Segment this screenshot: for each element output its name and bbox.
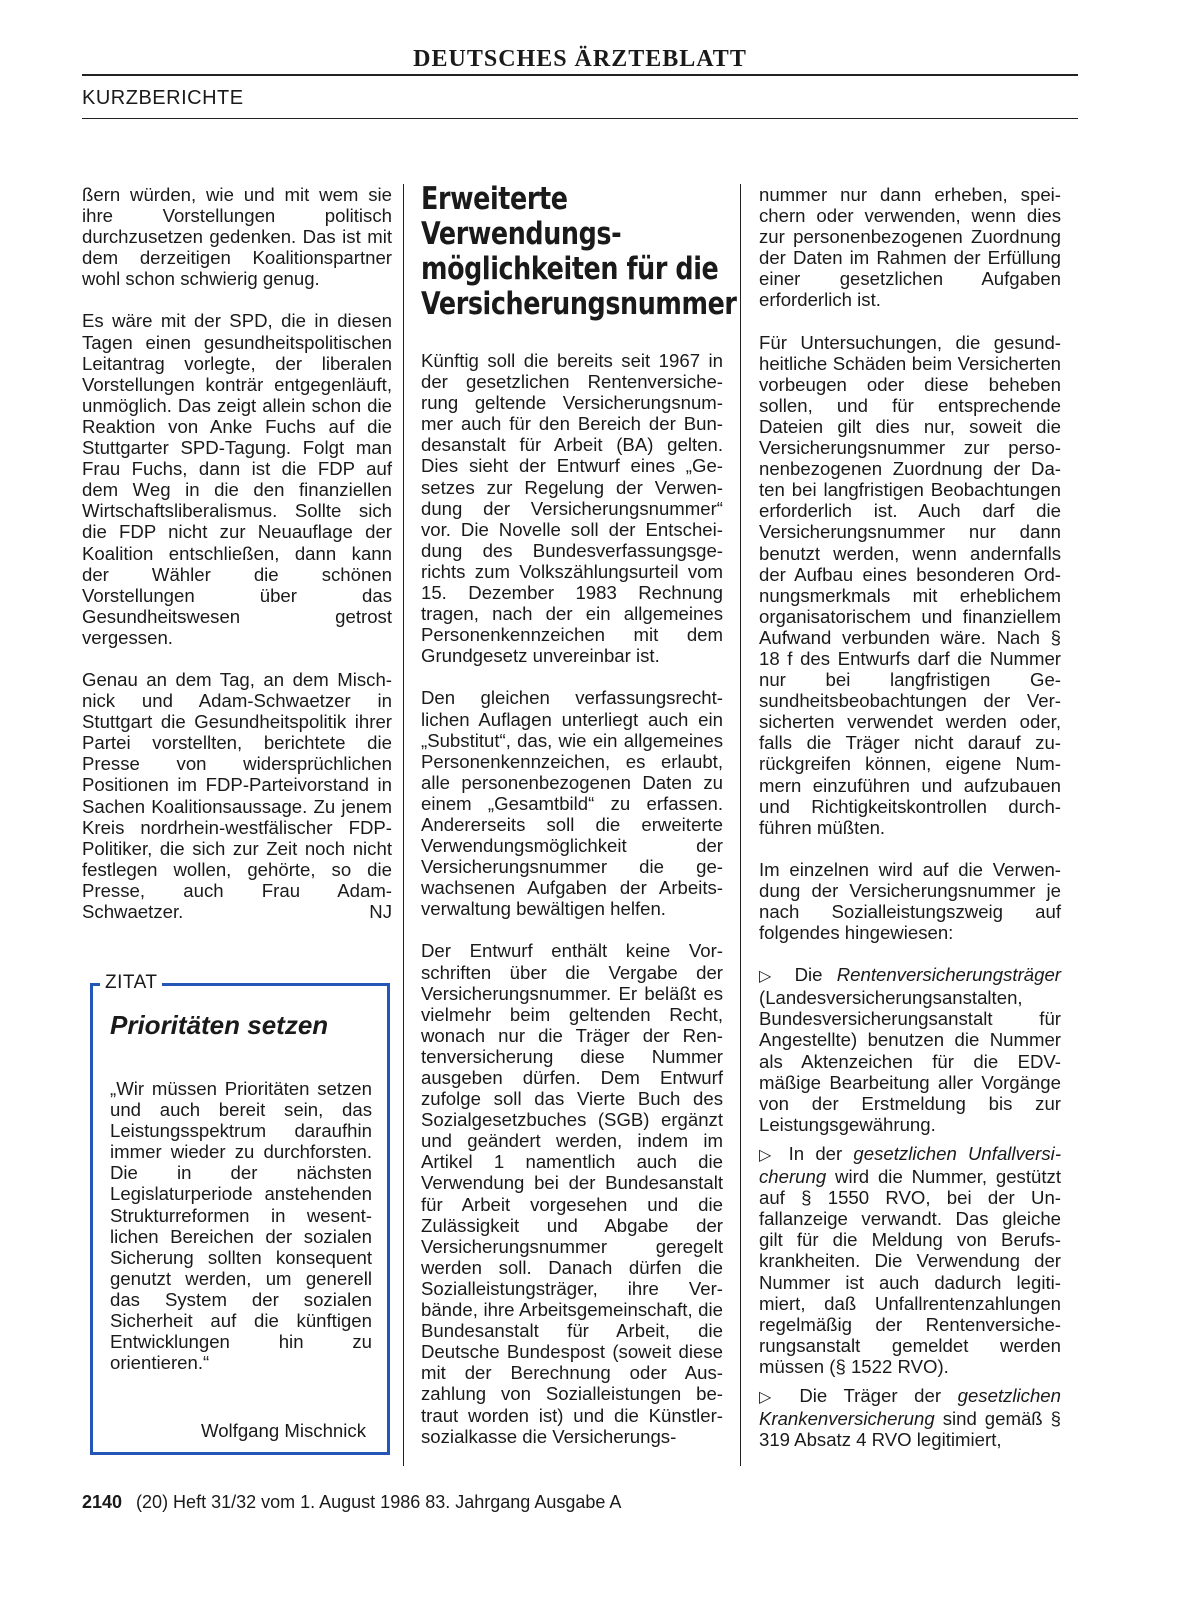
masthead: DEUTSCHES ÄRZTEBLATT [413,46,747,72]
bullet-item-1 [759,964,1061,1135]
author-initials: NJ [369,901,392,922]
triangle-bullet-icon: ▷ [759,968,781,986]
bullet-3-emphasis: gesetzlichen Krankenversicherung [759,1384,1061,1430]
quote-author: Wolfgang Mischnick [200,1420,366,1441]
col3-paragraph-3: Im einzelnen wird auf die Verwendung der Versicherungsnummer je nach Sozialleistungszweig auf folgendes hingewiesen: [759,858,1061,944]
bullet-2-emphasis: gesetzlichen Unfallversicherung [759,1142,1062,1188]
article-headline: Erweiterte Verwendungsmöglichkeiten für die Versicherungsnummer [421,181,737,322]
page-footer [82,1491,621,1513]
column-2 [421,350,723,1468]
col3-paragraph-1: nummer nur dann erheben, speichern oder verwenden, wenn dies zur personenbezogenen Zuordnung der Daten im Rahmen der Erfüllung einer gesetzlichen Aufgaben erforderlich ist. [759,184,1061,311]
quote-title: Prioritäten setzen [110,1010,329,1040]
bullet-item-3 [759,1385,1061,1450]
triangle-bullet-icon: ▷ [759,1146,778,1164]
col2-paragraph-3: Der Entwurf enthält keine Vorschriften über die Vergabe der Versicherungsnummer. Er beläßt es vielmehr beim geltenden Recht, wonach nur die Träger der Rentenversicherung diese Nummer ausgeben dürfen. Dem Entwurf zufolge soll das Vierte Buch des Sozialgesetzbuches (SGB) ergänzt und geändert werden, indem im Artikel 1 namentlich auch die Verwendung bei der Bundesanstalt für Arbeit vorgesehen und die Zulässigkeit und Abgabe der Versicherungsnummer geregelt werden soll. Danach dürfen die Sozialleistungsträger, ihre Verbände, ihre Arbeitsgemeinschaft, die Bundesanstalt für Arbeit, die Deutsche Bundespost (soweit diese mit der Berechnung oder Auszahlung von Sozialleistungen betraut worden ist) und die Künstlersozialkasse die Versicherungs- [421,940,723,1447]
col3-paragraph-2: Für Untersuchungen, die gesundheitliche Schäden beim Versicherten vorbeugen oder diese beheben sollen, und für entsprechende Dateien gilt dies nur, soweit die Versicherungsnummer zur personenbezogenen Zuordnung der Daten bei langfristigen Beobachtungen erforderlich ist. Auch darf die Versicherungsnummer nur dann benutzt werden, wenn andernfalls der Aufbau eines besonderen Ordnungsmerkmals mit erheblichem organisatorischem und finanziellem Aufwand verbunden wäre. Nach § 18 f des Entwurfs darf die Nummer nur bei langfristigen Gesundheitsbeobachtungen der Versicherten verwendet werden oder, falls die Träger nicht darauf zurückgreifen können, eigene Nummern einzuführen und aufzubauen und Richtigkeitskontrollen durchführen müßten. [759,331,1061,838]
column-divider-1 [403,184,404,1466]
bullet-1-emphasis: Rentenversicherungsträger [836,964,1061,986]
issue-info: (20) Heft 31/32 vom 1. August 1986 83. Jahrgang Ausgabe A [136,1492,622,1512]
bullet-2-post: wird die Nummer, gestützt auf § 1550 RVO, bei der Unfallanzeige verwandt. Das gleiche gilt für die Meldung von Berufskrankheiten. Die Verwendung der Nummer ist auch dadurch legitimiert, daß Unfallrentenzahlungen regelmäßig der Rentenversicherungsanstalt gemeldet werden müssen (§ 1522 RVO). [759,1166,1061,1377]
bullet-2-pre: In der [788,1142,854,1164]
page-number: 2140 [82,1492,123,1512]
col2-paragraph-1: Künftig soll die bereits seit 1967 in der gesetzlichen Rentenversicherung geltende Versicherungsnummer auch für den Bereich der Bundesanstalt für Arbeit (BA) gelten. Dies sieht der Entwurf eines „Gesetzes zur Regelung der Verwendung der Versicherungsnummer“ vor. Die Novelle soll der Entscheidung des Bundesverfassungsgerichts zum Volkszählungsurteil vom 15. Dezember 1983 Rechnung tragen, nach der ein allgemeines Personenkennzeichen mit dem Grundgesetz unvereinbar ist. [421,350,723,667]
bullet-1-post: (Landesversicherungsanstalten, Bundesversicherungsanstalt für Angestellte) benutzen die Nummer als Aktenzeichen für die EDV-mäßige Bearbeitung aller Vorgänge von der Erstmeldung bis zur Leistungsgewährung. [759,987,1061,1135]
bullet-3-pre: Die Träger der [799,1384,958,1406]
section-rule [82,118,1078,119]
bullet-1-pre: Die [794,964,837,986]
quote-label: ZITAT [100,971,162,995]
bullet-item-2 [759,1143,1061,1377]
triangle-bullet-icon: ▷ [759,1388,783,1406]
col2-paragraph-2: Den gleichen verfassungsrechtlichen Auflagen unterliegt auch ein „Substitut“, das, wie ein allgemeines Personenkennzeichen, es erlaubt, alle personenbezogenen Daten zu einem „Gesamtbild“ zu erfassen. Andererseits soll die erweiterte Verwendungsmöglichkeit der Versicherungsnummer die gewachsenen Aufgaben der Arbeitsverwaltung bewältigen helfen. [421,687,723,920]
col1-paragraph-2: Es wäre mit der SPD, die in diesen Tagen einen gesundheitspolitischen Leitantrag vorlegte, der liberalen Vorstellungen konträr entgegenläuft, unmöglich. Das zeigt allein schon die Reaktion von Anke Fuchs auf die Stuttgarter SPD-Tagung. Folgt man Frau Fuchs, dann ist die FDP auf dem Weg in die den finanziellen Wirtschaftsliberalismus. Sollte sich die FDP nicht zur Neuauflage der Koalition entschließen, dann kann der Wähler die schönen Vorstellungen über das Gesundheitswesen getrost vergessen. [82,310,392,648]
bullet-3-post: sind gemäß § 319 Absatz 4 RVO legitimiert, [759,1408,1061,1451]
col1-paragraph-3 [82,669,392,922]
col1-paragraph-1: ßern würden, wie und mit wem sie ihre Vorstellungen politisch durchzusetzen gedenken. Das ist mit dem derzeitigen Koalitionspartner wohl schon schwierig genug. [82,184,392,290]
section-title: KURZBERICHTE [82,87,244,109]
header-rule [82,74,1078,76]
column-1 [82,184,392,943]
column-divider-2 [740,184,741,1466]
col1-paragraph-3-text: Genau an dem Tag, an dem Mischnick und Adam-Schwaetzer in Stuttgart die Gesundheitspolitik ihrer Partei vorstellten, berichtete die Presse von widersprüchlichen Positionen im FDP-Parteivorstand in Sachen Koalitionsaussage. Zu jenem Kreis nordrhein-westfälischer FDP-Politiker, die sich zur Zeit noch nicht festlegen wollen, gehörte, so die Presse, auch Frau Adam-Schwaetzer. [82,668,392,922]
column-3 [759,184,1061,1458]
quote-text: „Wir müssen Prioritäten setzen und auch bereit sein, das Leistungsspektrum daraufhin immer wieder zu durchforsten. Die in der nächsten Legislaturperiode anstehenden Strukturreformen in wesentlichen Bereichen der sozialen Sicherung sollten konsequent genutzt werden, um generell das System der sozialen Sicherheit auf die künftigen Entwicklungen hin zu orientieren.“ [110,1078,372,1374]
